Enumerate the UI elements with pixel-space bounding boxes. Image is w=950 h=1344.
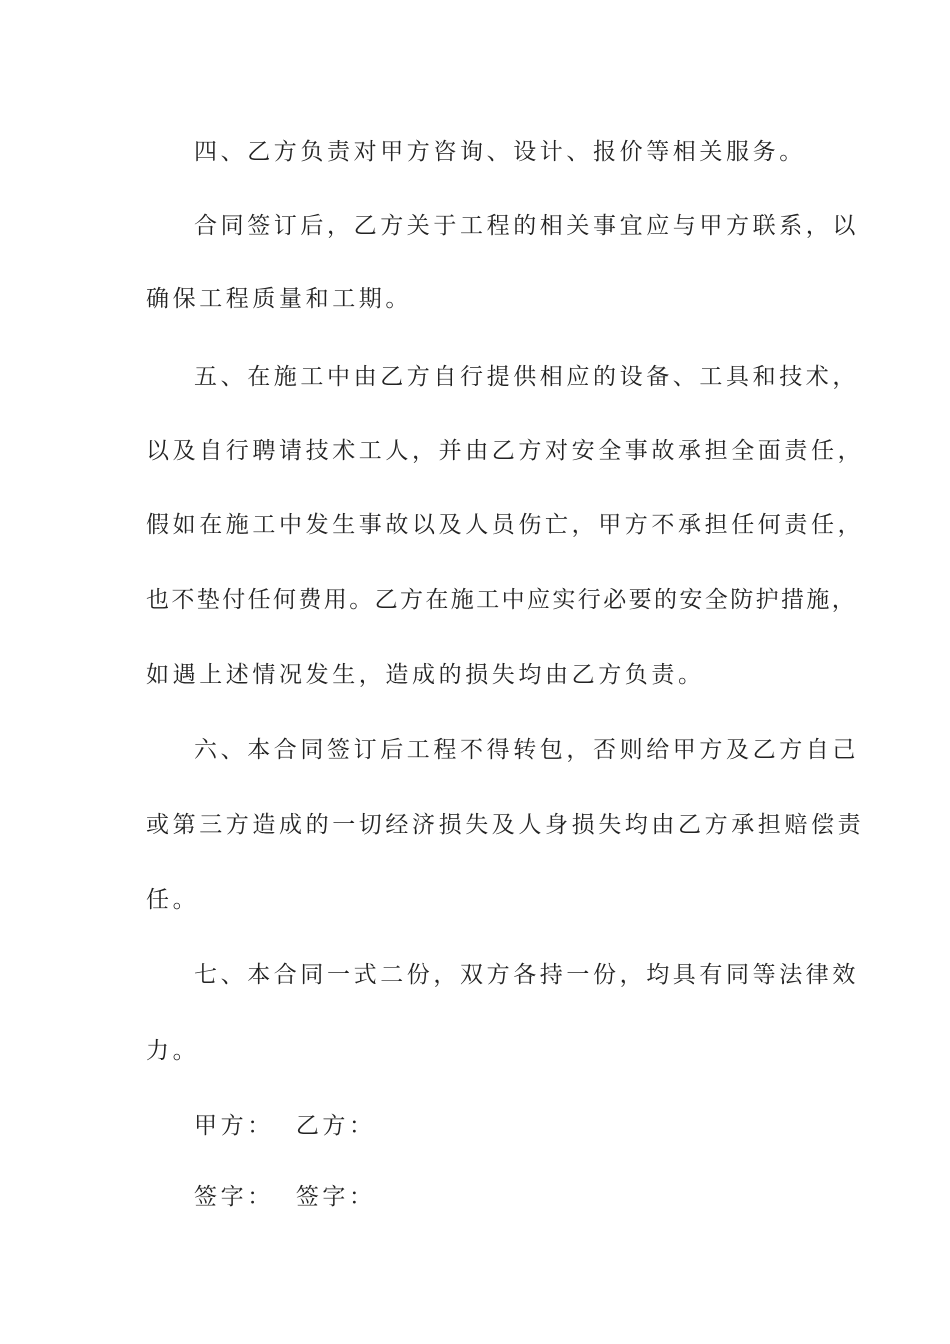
party-b-label: 乙方： (295, 1113, 376, 1139)
signature-party-row (194, 1111, 884, 1141)
clause-7-line-2: 力。 (146, 1038, 200, 1064)
clause-7-line-1: 七、本合同一式二份，双方各持一份，均具有同等法律效 (194, 962, 859, 988)
clause-5-line-4: 也不垫付任何费用。乙方在施工中应实行必要的安全防护措施， (146, 587, 858, 613)
clause-4-line-1: 四、乙方负责对甲方咨询、设计、报价等相关服务。 (194, 139, 806, 165)
sign-a-label: 签字： (194, 1184, 274, 1210)
signature-sign-row (194, 1182, 884, 1212)
clause-4-line-2: 合同签订后，乙方关于工程的相关事宜应与甲方联系，以 (194, 213, 859, 239)
clause-6-line-2: 或第三方造成的一切经济损失及人身损失均由乙方承担赔偿责 (146, 812, 865, 838)
clause-4-line-3: 确保工程质量和工期。 (146, 286, 412, 312)
clause-5-line-2: 以及自行聘请技术工人，并由乙方对安全事故承担全面责任， (146, 438, 865, 464)
clause-5-line-3: 假如在施工中发生事故以及人员伤亡，甲方不承担任何责任， (146, 512, 865, 538)
clause-6-line-3: 任。 (146, 887, 200, 913)
party-a-label: 甲方： (194, 1113, 274, 1139)
clause-5-line-1: 五、在施工中由乙方自行提供相应的设备、工具和技术， (194, 364, 859, 390)
clause-6-line-1: 六、本合同签订后工程不得转包，否则给甲方及乙方自己 (194, 737, 859, 763)
sign-b-label: 签字： (295, 1184, 376, 1210)
clause-5-line-5: 如遇上述情况发生，造成的损失均由乙方负责。 (146, 662, 705, 688)
